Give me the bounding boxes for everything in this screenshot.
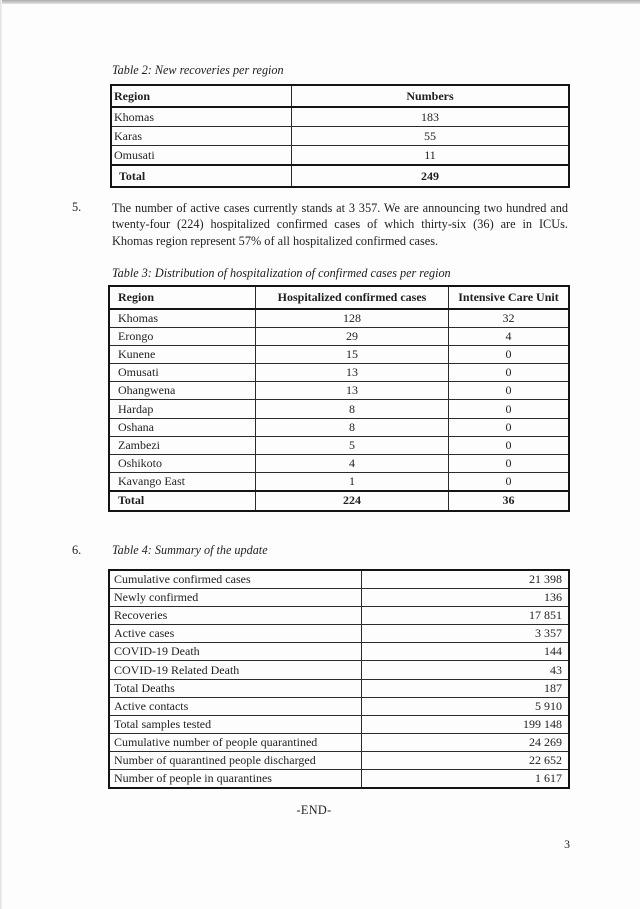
table-row [109,697,569,715]
table-row [109,625,569,643]
value-cell: 0 [449,382,570,400]
value-cell: 187 [362,679,570,697]
table-row [109,454,569,472]
table-row [109,570,569,589]
value-cell: 136 [362,589,570,607]
scan-left-edge [0,0,2,909]
value-cell: 11 [292,146,570,166]
label-cell: Newly confirmed [109,589,362,607]
region-cell: Omusati [111,146,292,166]
region-cell: Zambezi [109,436,256,454]
total-label-cell: Total [111,165,292,187]
region-cell: Oshikoto [109,454,256,472]
value-cell: 0 [449,472,570,491]
value-cell: 3 357 [362,625,570,643]
value-cell: 13 [256,382,449,400]
value-cell: 199 148 [362,715,570,733]
table2-caption: Table 2: New recoveries per region [112,63,284,77]
page-number: 3 [564,837,570,851]
table3-header-row [109,286,569,309]
table3-total-row [109,491,569,511]
table-row [109,418,569,436]
value-cell: 43 [362,661,570,679]
label-cell: Number of quarantined people discharged [109,751,362,769]
list-item-number: 6. [72,543,82,557]
table-row [109,472,569,491]
label-cell: Number of people in quarantines [109,770,362,789]
value-cell: 32 [449,309,570,328]
table-row [111,107,569,127]
region-cell: Khomas [111,107,292,127]
value-cell: 5 [256,436,449,454]
region-cell: Karas [111,127,292,146]
table-row [109,607,569,625]
table3-header-hospitalized: Hospitalized confirmed cases [256,286,449,309]
scan-top-edge [0,0,640,4]
table3-caption: Table 3: Distribution of hospitalization of confirmed cases per region [112,266,451,280]
region-cell: Omusati [109,364,256,382]
table-row [109,751,569,769]
value-cell: 8 [256,418,449,436]
label-cell: COVID-19 Related Death [109,661,362,679]
region-cell: Ohangwena [109,382,256,400]
value-cell: 1 [256,472,449,491]
value-cell: 4 [449,328,570,346]
value-cell: 183 [292,107,570,127]
total-value-cell: 36 [449,491,570,511]
value-cell: 0 [449,436,570,454]
value-cell: 0 [449,346,570,364]
value-cell: 29 [256,328,449,346]
value-cell: 15 [256,346,449,364]
table-row [109,643,569,661]
value-cell: 1 617 [362,770,570,789]
table-row [109,382,569,400]
table-row [109,679,569,697]
table-row [109,589,569,607]
table-row [109,346,569,364]
label-cell: Active contacts [109,697,362,715]
table-row [109,661,569,679]
table-row [111,127,569,146]
table4-caption: Table 4: Summary of the update [112,543,268,557]
table3-hospitalization [108,285,570,512]
value-cell: 5 910 [362,697,570,715]
value-cell: 4 [256,454,449,472]
value-cell: 0 [449,364,570,382]
table-row [109,364,569,382]
value-cell: 144 [362,643,570,661]
table2-header-region: Region [111,85,292,107]
value-cell: 21 398 [362,570,570,589]
table2-header-row [111,85,569,107]
label-cell: Total samples tested [109,715,362,733]
value-cell: 0 [449,454,570,472]
table-row [109,436,569,454]
region-cell: Erongo [109,328,256,346]
total-value-cell: 224 [256,491,449,511]
list-item-number: 5. [72,200,82,214]
table-row [109,328,569,346]
value-cell: 55 [292,127,570,146]
value-cell: 0 [449,418,570,436]
label-cell: Recoveries [109,607,362,625]
value-cell: 8 [256,400,449,418]
label-cell: COVID-19 Death [109,643,362,661]
value-cell: 128 [256,309,449,328]
value-cell: 13 [256,364,449,382]
region-cell: Kunene [109,346,256,364]
region-cell: Oshana [109,418,256,436]
paragraph-active-cases: The number of active cases currently stands at 3 357. We are announcing two hundred and twenty-four (224) hospitalized confirmed cases of which thirty-six (36) are in ICUs. Khomas region represent 57% of all hospitalized confirmed cases. [112,201,568,248]
table-row [109,309,569,328]
table2-total-row [111,165,569,187]
table3-header-region: Region [109,286,256,309]
label-cell: Cumulative number of people quarantined [109,733,362,751]
table2-header-numbers: Numbers [292,85,570,107]
table2-new-recoveries [110,84,570,188]
label-cell: Active cases [109,625,362,643]
list-item-6 [72,543,268,558]
table-row [109,715,569,733]
list-item-5 [72,200,569,249]
label-cell: Cumulative confirmed cases [109,570,362,589]
region-cell: Hardap [109,400,256,418]
value-cell: 0 [449,400,570,418]
table-row [111,146,569,166]
end-marker: -END- [296,803,332,817]
value-cell: 24 269 [362,733,570,751]
table3-header-icu: Intensive Care Unit [449,286,570,309]
value-cell: 17 851 [362,607,570,625]
region-cell: Khomas [109,309,256,328]
total-label-cell: Total [109,491,256,511]
table-row [109,733,569,751]
table-row [109,770,569,789]
table4-summary [108,569,570,789]
region-cell: Kavango East [109,472,256,491]
table-row [109,400,569,418]
total-value-cell: 249 [292,165,570,187]
label-cell: Total Deaths [109,679,362,697]
value-cell: 22 652 [362,751,570,769]
